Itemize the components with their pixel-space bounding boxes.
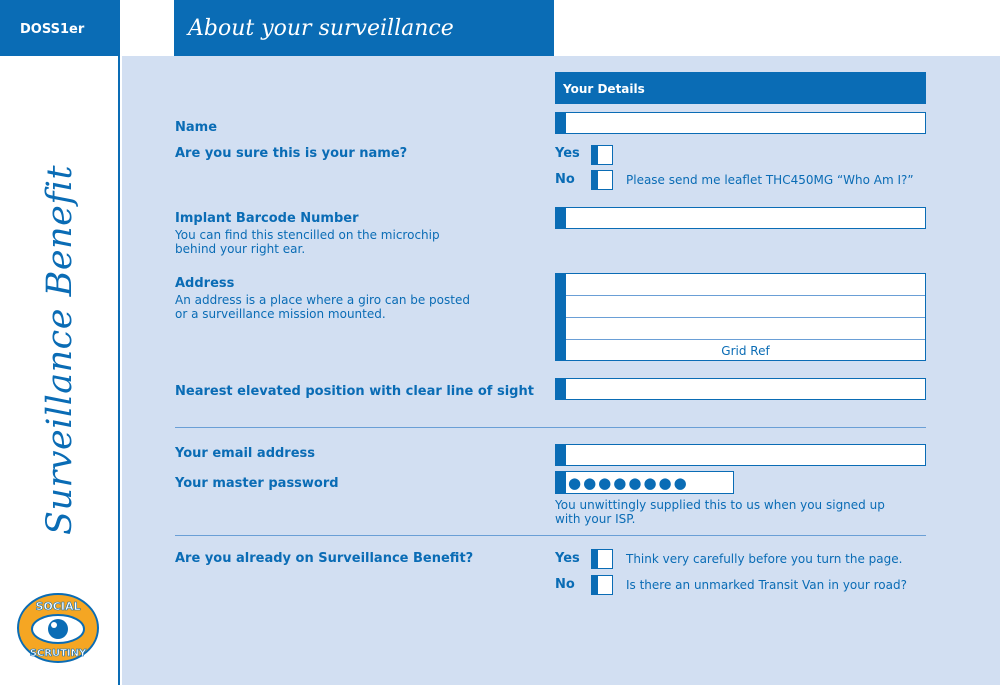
elevated-position-field[interactable] — [555, 378, 926, 400]
benefit-yes-label: Yes — [555, 551, 580, 566]
vertical-title-wrap — [0, 164, 120, 536]
benefit-yes-checkbox[interactable] — [591, 549, 613, 569]
benefit-no-checkbox[interactable] — [591, 575, 613, 595]
email-field[interactable] — [555, 444, 926, 466]
sure-name-yes-checkbox[interactable] — [591, 145, 613, 165]
section-header — [555, 72, 926, 104]
elevated-position-label: Nearest elevated position with clear line of sight — [175, 384, 534, 399]
password-field[interactable] — [555, 471, 734, 494]
leaflet-note: Please send me leaflet THC450MG “Who Am I?” — [626, 173, 914, 187]
barcode-help-1: You can find this stencilled on the microchip — [175, 228, 440, 242]
section-header-label: Your Details — [563, 82, 645, 96]
address-line-divider — [566, 317, 925, 318]
address-line-divider — [566, 295, 925, 296]
email-label: Your email address — [175, 446, 316, 461]
address-line-divider — [566, 339, 925, 340]
sure-name-yes-label: Yes — [555, 146, 580, 161]
name-label: Name — [175, 120, 218, 135]
address-field[interactable] — [555, 273, 926, 361]
benefit-no-note: Is there an unmarked Transit Van in your road? — [626, 578, 907, 592]
address-help-1: An address is a place where a giro can be posted — [175, 293, 470, 307]
logo-text-top: SOCIAL — [35, 600, 81, 613]
divider — [175, 427, 926, 428]
sure-name-no-label: No — [555, 172, 575, 187]
barcode-help-2: behind your right ear. — [175, 242, 306, 256]
barcode-label: Implant Barcode Number — [175, 211, 359, 226]
grid-ref-label: Grid Ref — [721, 344, 770, 358]
benefit-label: Are you already on Surveillance Benefit? — [175, 551, 474, 566]
benefit-yes-note: Think very carefully before you turn the page. — [626, 552, 903, 566]
sidebar — [0, 0, 120, 685]
social-scrutiny-logo — [13, 588, 103, 668]
doc-code: DOSS1er — [20, 22, 85, 37]
barcode-field[interactable] — [555, 207, 926, 229]
sure-name-label: Are you sure this is your name? — [175, 146, 408, 161]
address-label: Address — [175, 276, 235, 291]
address-help-2: or a surveillance mission mounted. — [175, 307, 386, 321]
name-field[interactable] — [555, 112, 926, 134]
password-note-2: with your ISP. — [555, 512, 636, 526]
benefit-no-label: No — [555, 577, 575, 592]
password-value: ●●●●●●●● — [568, 474, 689, 492]
password-note-1: You unwittingly supplied this to us when you signed up — [555, 498, 885, 512]
page-title: About your surveillance — [188, 16, 454, 41]
password-label: Your master password — [175, 476, 339, 491]
vertical-title: Surveillance Benefit — [40, 164, 80, 536]
divider — [175, 535, 926, 536]
sure-name-no-checkbox[interactable] — [591, 170, 613, 190]
logo-text-bottom: SCRUTINY — [29, 648, 87, 659]
